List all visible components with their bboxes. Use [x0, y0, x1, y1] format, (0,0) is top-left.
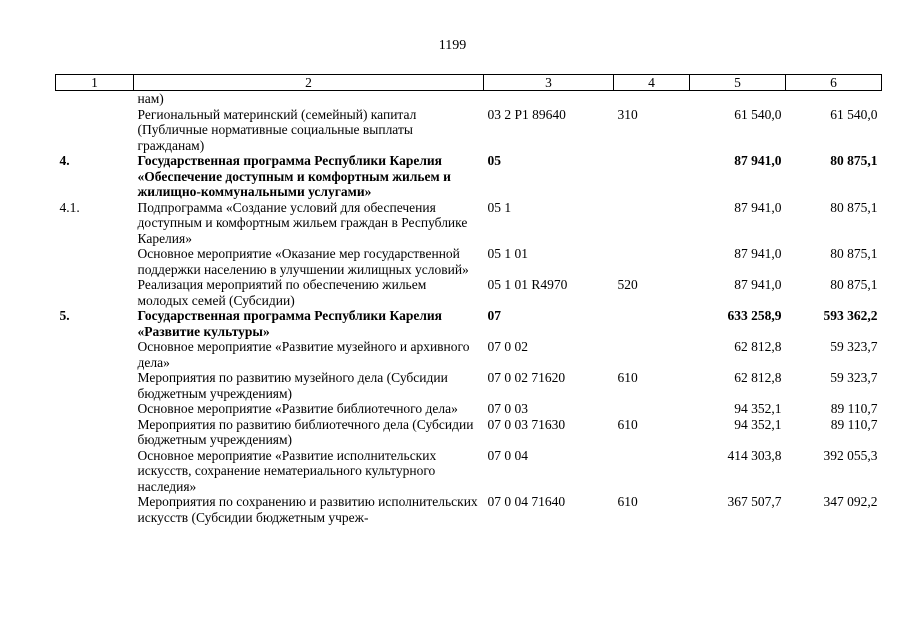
row-number — [56, 370, 134, 401]
row-amount-col5: 633 258,9 — [727, 308, 782, 323]
row-name: Реализация мероприятий по обеспечению жильем молодых семей (Субсидии) — [137, 277, 427, 308]
row-expense-type — [614, 401, 690, 417]
table-row — [56, 107, 882, 154]
row-number — [56, 246, 134, 277]
table-row — [56, 277, 882, 308]
table-row — [56, 246, 882, 277]
row-amount-col6: 89 110,7 — [830, 416, 878, 432]
table-body — [56, 91, 882, 526]
header-row — [56, 75, 882, 91]
row-number — [56, 277, 134, 308]
row-code: 07 0 02 — [487, 339, 528, 354]
row-amount-col5: 87 941,0 — [734, 246, 782, 261]
row-code: 07 — [487, 308, 501, 323]
row-expense-type — [614, 308, 690, 339]
table-row — [56, 417, 882, 448]
row-amount-col6: 59 323,7 — [830, 339, 878, 354]
row-number — [56, 339, 134, 370]
row-name: Основное мероприятие «Развитие музейного и архивного дела» — [137, 339, 470, 370]
row-expense-type — [614, 91, 690, 107]
row-amount-col6: 80 875,1 — [830, 277, 878, 292]
row-expense-type: 610 — [617, 370, 638, 385]
row-amount-col6: 347 092,2 — [823, 494, 878, 509]
header-col-6: 6 — [786, 75, 882, 91]
row-name: нам) — [137, 91, 164, 106]
row-amount-col6: 593 362,2 — [823, 308, 878, 323]
row-expense-type — [614, 153, 690, 200]
row-amount-col6: 89 110,7 — [830, 401, 878, 416]
row-expense-type — [614, 339, 690, 370]
row-code: 07 0 04 71640 — [487, 494, 566, 509]
row-number: 4. — [59, 153, 70, 168]
row-name: Основное мероприятие «Развитие библиотечного дела» — [137, 401, 458, 416]
row-expense-type — [614, 200, 690, 247]
row-name: Региональный материнский (семейный) капитал (Публичные нормативные социальные выплаты гражданам) — [137, 106, 417, 153]
row-number — [56, 91, 134, 107]
row-name: Мероприятия по развитию музейного дела (Субсидии бюджетным учреждениям) — [137, 370, 448, 401]
table-row — [56, 153, 882, 200]
table-row — [56, 200, 882, 247]
row-number — [56, 448, 134, 495]
table-row — [56, 308, 882, 339]
row-amount-col5: 62 812,8 — [734, 339, 782, 354]
table-row — [56, 370, 882, 401]
row-amount-col6: 80 875,1 — [830, 246, 878, 261]
row-code: 07 0 02 71620 — [487, 370, 566, 385]
row-expense-type: 610 — [617, 416, 638, 432]
row-amount-col6: 80 875,1 — [830, 153, 878, 168]
row-amount-col5: 94 352,1 — [734, 401, 782, 416]
row-number: 5. — [59, 308, 70, 323]
row-amount-col5: 87 941,0 — [734, 199, 782, 215]
row-name: Мероприятия по сохранению и развитию исполнительских искусств (Субсидии бюджетным учреж- — [137, 494, 478, 525]
row-number — [56, 417, 134, 448]
row-number — [56, 107, 134, 154]
table-row — [56, 401, 882, 417]
table-row — [56, 339, 882, 370]
row-amount-col6 — [786, 91, 882, 107]
row-code — [484, 91, 614, 107]
row-name: Мероприятия по развитию библиотечного дела (Субсидии бюджетным учреждениям) — [137, 416, 474, 447]
row-amount-col5: 62 812,8 — [734, 370, 782, 385]
row-expense-type: 520 — [617, 277, 638, 292]
row-amount-col5: 367 507,7 — [727, 494, 782, 509]
row-amount-col6: 61 540,0 — [830, 106, 878, 122]
table-row — [56, 91, 882, 107]
row-expense-type: 310 — [617, 106, 638, 122]
header-col-4: 4 — [614, 75, 690, 91]
row-code: 03 2 P1 89640 — [487, 106, 566, 122]
row-code: 07 0 04 — [487, 447, 528, 463]
row-code: 05 1 — [487, 199, 512, 215]
header-col-5: 5 — [690, 75, 786, 91]
row-amount-col6: 392 055,3 — [823, 447, 878, 463]
table-row — [56, 494, 882, 525]
row-expense-type: 610 — [617, 494, 638, 509]
table-row — [56, 448, 882, 495]
budget-table — [55, 74, 882, 525]
row-amount-col6: 80 875,1 — [830, 199, 878, 215]
row-name: Государственная программа Республики Карелия «Развитие культуры» — [137, 308, 442, 339]
row-name: Государственная программа Республики Карелия «Обеспечение доступным и комфортным жильем и жилищно-коммунальными услугами» — [137, 153, 451, 199]
header-col-3: 3 — [484, 75, 614, 91]
row-name: Основное мероприятие «Развитие исполнительских искусств, сохранение нематериального культурного наследия» — [137, 447, 437, 494]
header-col-1: 1 — [56, 75, 134, 91]
row-code: 07 0 03 71630 — [487, 416, 566, 432]
row-code: 05 1 01 R4970 — [487, 277, 568, 292]
row-expense-type — [614, 448, 690, 495]
row-number: 4.1. — [59, 199, 80, 215]
row-number — [56, 401, 134, 417]
row-code: 05 — [487, 153, 501, 168]
row-code: 05 1 01 — [487, 246, 528, 261]
row-expense-type — [614, 246, 690, 277]
row-amount-col5: 87 941,0 — [734, 153, 782, 168]
row-amount-col5 — [690, 91, 786, 107]
row-code: 07 0 03 — [487, 401, 528, 416]
row-amount-col5: 94 352,1 — [734, 416, 782, 432]
row-amount-col5: 87 941,0 — [734, 277, 782, 292]
row-name: Подпрограмма «Создание условий для обеспечения доступным и комфортным жильем граждан в Республике Карелия» — [137, 199, 468, 246]
row-amount-col5: 414 303,8 — [727, 447, 782, 463]
row-number — [56, 494, 134, 525]
row-amount-col6: 59 323,7 — [830, 370, 878, 385]
page-number: 1199 — [438, 38, 467, 53]
row-amount-col5: 61 540,0 — [734, 106, 782, 122]
row-name: Основное мероприятие «Оказание мер государственной поддержки населению в улучшении жилищных условий» — [137, 246, 469, 277]
header-col-2: 2 — [134, 75, 484, 91]
